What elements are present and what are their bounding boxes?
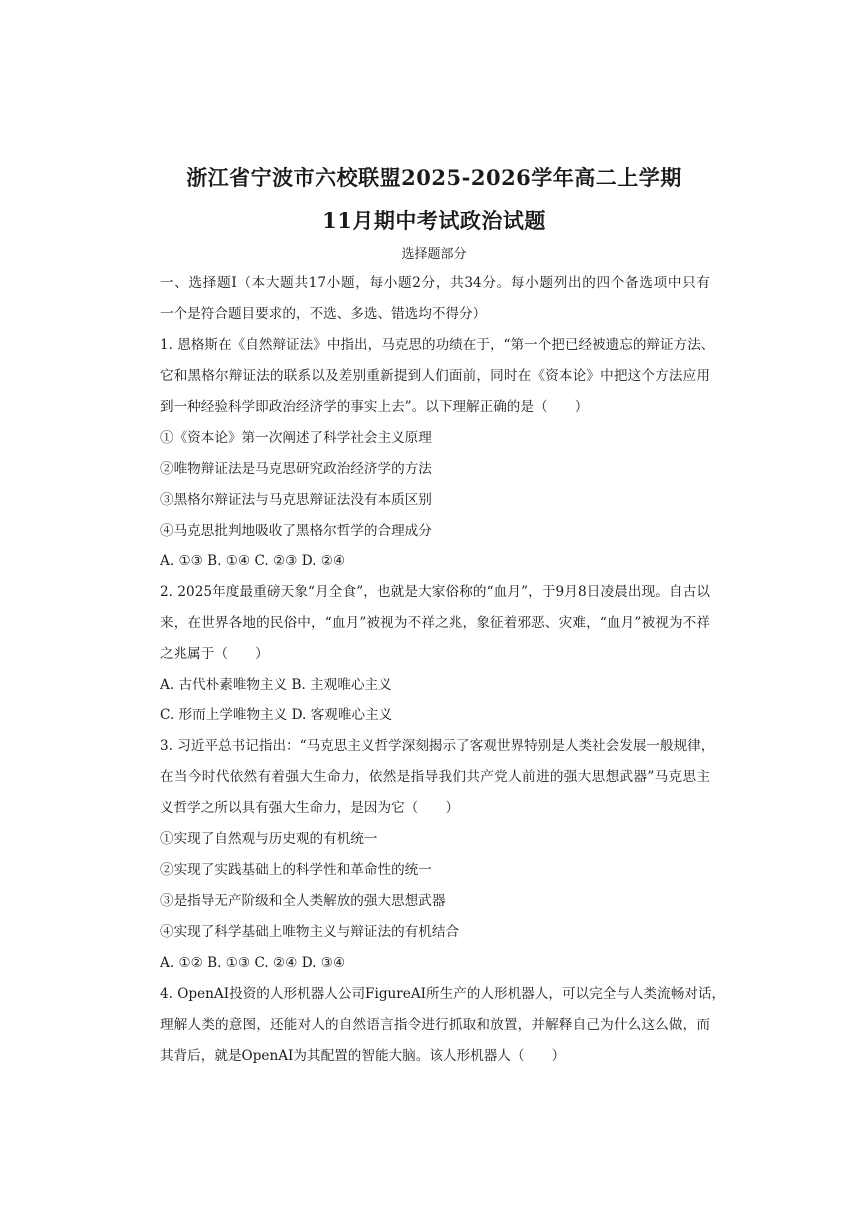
question-item: ②实现了实践基础上的科学性和革命性的统一 [160,862,432,878]
question-stem-line: 4. OpenAI投资的人形机器人公司FigureAI所生产的人形机器人，可以完全与人类流畅对话， [160,986,726,1002]
question-item: ①《资本论》第一次阐述了科学社会主义原理 [160,430,432,446]
section-heading: 选择题部分 [401,247,467,262]
answer-options: A. 古代朴素唯物主义 B. 主观唯心主义 [160,677,392,693]
exam-title-line2: 11月期中考试政治试题 [322,208,546,233]
question-item: ③黑格尔辩证法与马克思辩证法没有本质区别 [160,492,432,508]
question-stem-line: 到一种经验科学即政治经济学的事实上去”。以下理解正确的是（ ） [160,399,589,415]
answer-options: A. ①② B. ①③ C. ②④ D. ③④ [160,955,346,971]
question-item: ②唯物辩证法是马克思研究政治经济学的方法 [160,461,432,477]
question-stem-line: 其背后，就是OpenAI为其配置的智能大脑。该人形机器人（ ） [160,1048,566,1064]
answer-options: A. ①③ B. ①④ C. ②③ D. ②④ [160,553,346,569]
question-stem-line: 来，在世界各地的民俗中，“血月”被视为不祥之兆，象征着邪恶、灾难，“血月”被视为不祥 [160,615,710,631]
question-item: ③是指导无产阶级和全人类解放的强大思想武器 [160,893,446,909]
question-stem-line: 义哲学之所以具有强大生命力，是因为它（ ） [160,800,460,816]
question-item: ④马克思批判地吸收了黑格尔哲学的合理成分 [160,523,432,539]
question-item: ①实现了自然观与历史观的有机统一 [160,831,378,847]
question-stem-line: 之兆属于（ ） [160,646,269,662]
question-item: ④实现了科学基础上唯物主义与辩证法的有机结合 [160,924,460,940]
question-stem-line: 3. 习近平总书记指出：“马克思主义哲学深刻揭示了客观世界特别是人类社会发展一般规律， [160,738,715,754]
instruction-line: 一个是符合题目要求的，不选、多选、错选均不得分） [160,306,487,322]
question-stem-line: 2. 2025年度最重磅天象“月全食”，也就是大家俗称的“血月”，于9月8日凌晨出现。自古以 [160,584,710,600]
question-stem-line: 理解人类的意图，还能对人的自然语言指令进行抓取和放置，并解释自己为什么这么做，而 [160,1017,710,1033]
instruction-line: 一、选择题Ⅰ（本大题共17小题，每小题2分，共34分。每小题列出的四个备选项中只有 [160,275,710,291]
question-stem-line: 1. 恩格斯在《自然辩证法》中指出，马克思的功绩在于，“第一个把已经被遗忘的辩证方法、 [160,337,715,353]
question-stem-line: 它和黑格尔辩证法的联系以及差别重新提到人们面前，同时在《资本论》中把这个方法应用 [160,368,710,384]
exam-title-line1: 浙江省宁波市六校联盟2025-2026学年高二上学期 [186,165,682,190]
question-stem-line: 在当今时代依然有着强大生命力，依然是指导我们共产党人前进的强大思想武器”马克思主 [160,769,710,785]
answer-options: C. 形而上学唯物主义 D. 客观唯心主义 [160,707,393,723]
